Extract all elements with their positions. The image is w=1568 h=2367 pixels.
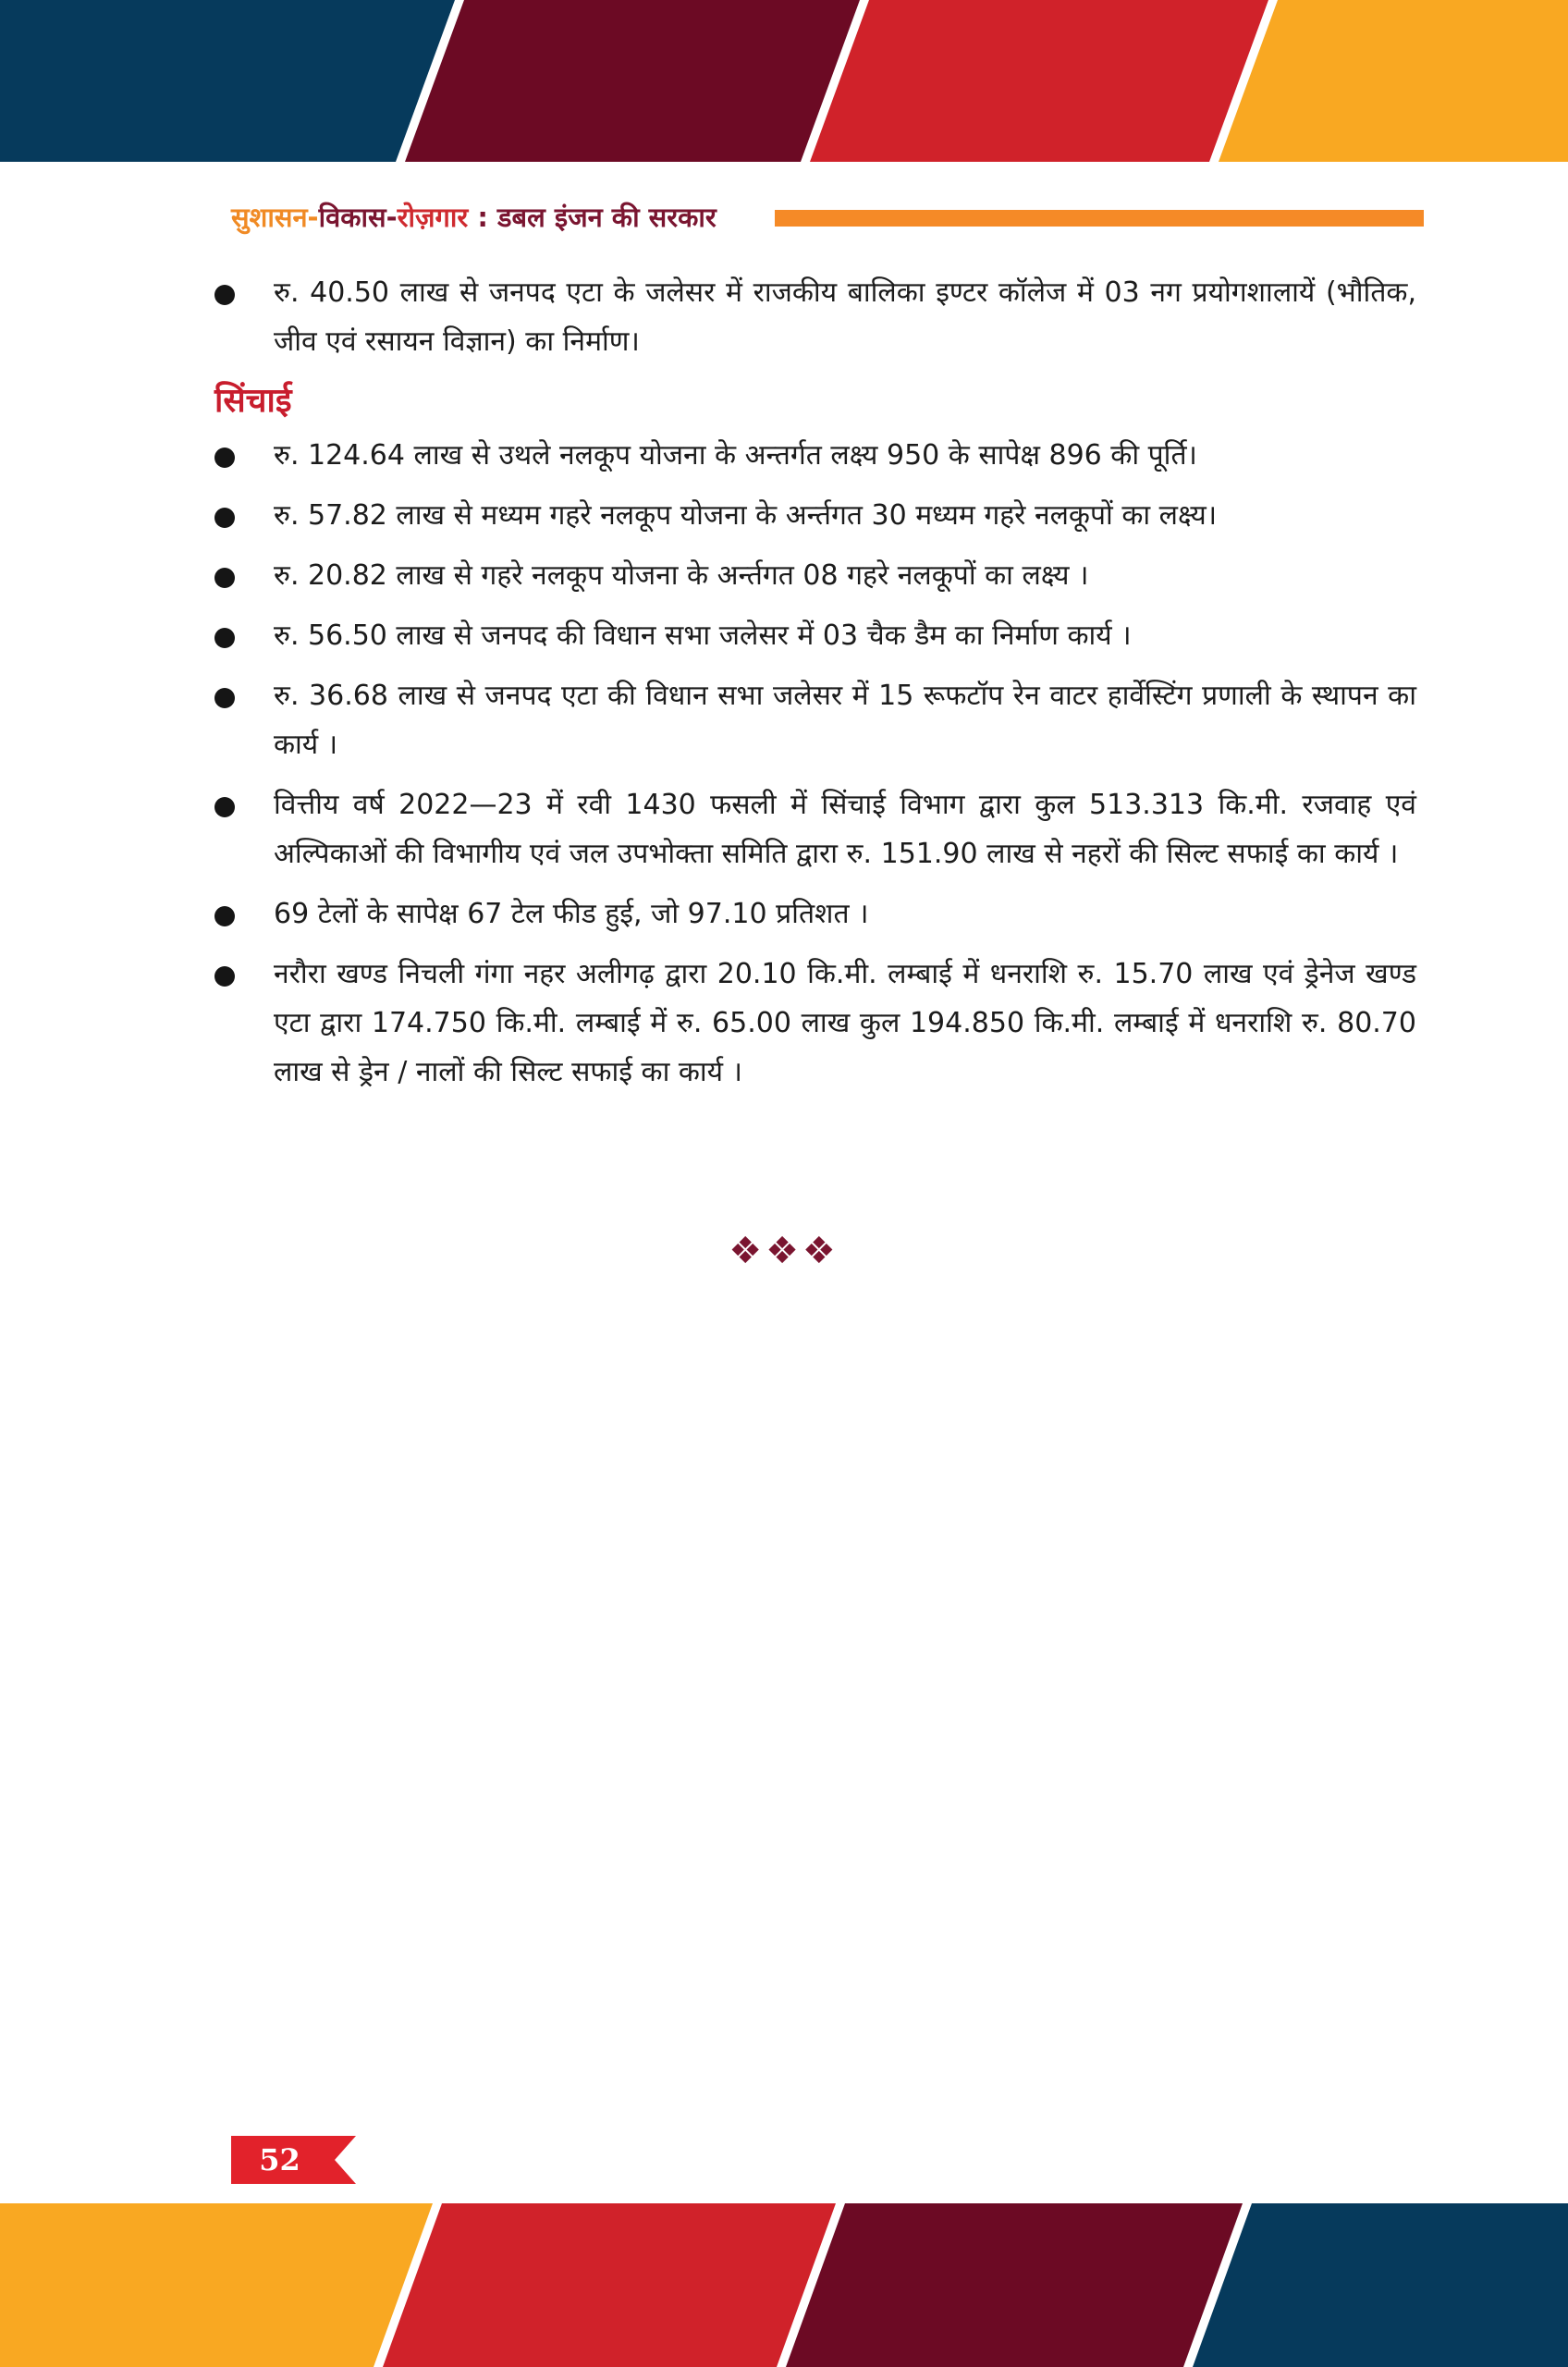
running-head-bar — [775, 210, 1424, 227]
bullet-icon — [214, 628, 235, 648]
running-head-part2: विकास- — [318, 202, 398, 233]
list-item — [214, 671, 1416, 769]
bottom-band-yellow — [0, 2203, 433, 2367]
top-color-band — [0, 0, 1568, 162]
bullet-icon — [214, 906, 235, 926]
list-item — [214, 491, 1416, 540]
bullet-icon — [214, 448, 235, 468]
list-item — [214, 551, 1416, 600]
top-band-navy — [0, 0, 455, 162]
list-item-text: रु. 124.64 लाख से उथले नलकूप योजना के अन्तर्गत लक्ष्य 950 के सापेक्ष 896 की पूर्ति। — [274, 439, 1197, 472]
bullet-icon — [214, 797, 235, 817]
list-item — [214, 611, 1416, 660]
running-head-part1: सुशासन- — [231, 202, 319, 233]
running-head-part3: रोज़गार — [397, 202, 469, 233]
top-band-yellow — [1219, 0, 1568, 162]
top-band-maroon — [405, 0, 860, 162]
top-band-red — [810, 0, 1268, 162]
list-item-text: रु. 40.50 लाख से जनपद एटा के जलेसर में राजकीय बालिका इण्टर कॉलेज में 03 नग प्रयोगशालायें (भौतिक, जीव एवं रसायन विज्ञान) का निर्माण। — [274, 276, 1416, 358]
section-heading: सिंचाई — [214, 381, 292, 420]
list-item-text: रु. 20.82 लाख से गहरे नलकूप योजना के अर्न्तगत 08 गहरे नलकूपों का लक्ष्य । — [274, 559, 1089, 592]
list-item-text: नरौरा खण्ड निचली गंगा नहर अलीगढ़ द्वारा 20.10 कि.मी. लम्बाई में धनराशि रु. 15.70 लाख एवं ड्रेनेज खण्ड एटा द्वारा 174.750 कि.मी. लम्बाई में रु. 65.00 लाख कुल 194.850 कि.मी. लम्बाई में धनराशि रु. 80.70 लाख से ड्रेन / नालों की सिल्ट सफाई का कार्य । — [274, 958, 1416, 1088]
running-head-title — [231, 199, 717, 236]
bottom-band-navy — [1193, 2203, 1568, 2367]
bullet-icon — [214, 568, 235, 588]
page-number-tab — [231, 2136, 356, 2184]
running-head — [231, 199, 1424, 236]
list-item-text: रु. 56.50 लाख से जनपद की विधान सभा जलेसर में 03 चैक डैम का निर्माण कार्य । — [274, 619, 1132, 652]
bullet-icon — [214, 508, 235, 528]
top-band-graphic — [0, 0, 1568, 162]
page-content — [214, 268, 1416, 1108]
page-number: 52 — [259, 2142, 300, 2177]
running-head-part4: : डबल इंजन की सरकार — [468, 202, 717, 233]
bullet-icon — [214, 688, 235, 708]
list-item — [214, 780, 1416, 878]
list-item — [214, 950, 1416, 1097]
bottom-band-red — [383, 2203, 836, 2367]
list-item — [214, 268, 1416, 366]
bullet-icon — [214, 966, 235, 987]
section-divider-ornament: ❖❖❖ — [729, 1230, 839, 1272]
list-item-text: वित्तीय वर्ष 2022—23 में रवी 1430 फसली में सिंचाई विभाग द्वारा कुल 513.313 कि.मी. रजवाह एवं अल्पिकाओं की विभागीय एवं जल उपभोक्ता समिति द्वारा रु. 151.90 लाख से नहरों की सिल्ट सफाई का कार्य । — [274, 789, 1416, 870]
bottom-band-graphic — [0, 2203, 1568, 2367]
bullet-icon — [214, 285, 235, 305]
bottom-band-maroon — [786, 2203, 1243, 2367]
list-item-text: रु. 57.82 लाख से मध्यम गहरे नलकूप योजना के अर्न्तगत 30 मध्यम गहरे नलकूपों का लक्ष्य। — [274, 499, 1218, 532]
list-item — [214, 431, 1416, 480]
list-item-text: 69 टेलों के सापेक्ष 67 टेल फीड हुई, जो 97.10 प्रतिशत । — [274, 898, 869, 930]
list-item-text: रु. 36.68 लाख से जनपद एटा की विधान सभा जलेसर में 15 रूफटॉप रेन वाटर हार्वेस्टिंग प्रणाली के स्थापन का कार्य । — [274, 680, 1416, 761]
list-item — [214, 889, 1416, 938]
bottom-color-band — [0, 2203, 1568, 2367]
